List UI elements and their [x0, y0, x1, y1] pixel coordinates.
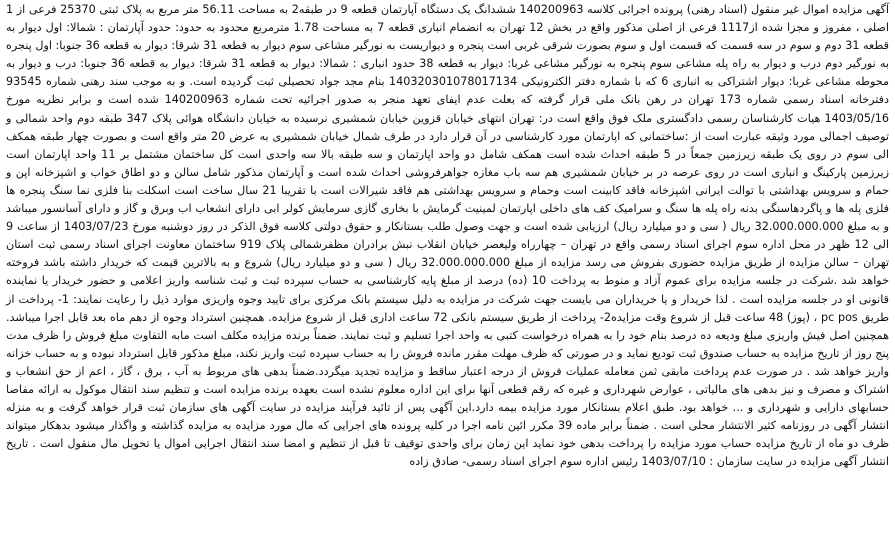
- publish-date: 1403/07/10: [641, 455, 706, 469]
- notice-body: آگهی مزایده اموال غیر منقول (اسناد رهنی) پرونده اجرائی کلاسه 140200963 ششدانگ یک دستگاه آپارتمان قطعه 9 در طبقه2 به مساحت 56.11 متر مربع به پلاک ثبتی 25370 فرعی از 1 اصلی ، مفروز و مجزا شده از1117 فرعی از اصلی مذکور واقع در بخش 12 تهران به انضمام انباری قطعه 7 به مساحت 1.78 مترمربع محدود به حدود: حدود آپارتمان : شمالا: اول دیوار به قطعه 31 دوم و سوم در سه قسمت که قسمت اول و سوم بصورت شرقی غربی است پنجره و دیواریست به نورگیر مشاعی سوم دیوار به قطعه 31 شرقا: دیوار به قطعه 36 جنوبا: اول پنجره به نورگیر دوم درب و دیوار به راه پله مشاعی سوم پنجره به نورگیر مشاعی غربا: دیوار به قطعه 38 حدود انباری : شمالا: دیوار به قطعه 31 شرقا: دیوار به قطعه 36 جنوبا: درب و دیوار به محوطه مشاعی غربا: دیوار اشتراکی به انباری 6 که با شماره دفتر الکترونیکی 140320301078017134 بنام مجد جواد تحصیلی ثبت گردیده است. و به موجب سند رهنی شماره 93545 دفترخانه اسناد رسمی شماره 173 تهران در رهن بانک ملی قرار گرفته که بعلت عدم ایفای تعهد منجر به صدور اجرائیه تحت شماره 140200963 شده است و برابر نظریه مورخ 1403/05/16 هیات کارشناسان رسمی دادگستری ملک فوق واقع است در: تهران انتهای خیابان قزوین خیابان شمشیری نرسیده به خیابان دانشگاه هوائی پلاک 347 طبقه دوم واحد شمالی و توصیف اجمالی مورد وثیقه عبارت است از :ساختمانی که اپارتمان مورد کارشناسی در آن قرار دارد در طرف شمال خیابان شمشیری به عرض 20 متر واقع است و بصورت چهار طبقه همکف الی سوم در روی یک طبقه زیرزمین جمعاً در 5 طبقه احداث شده است همکف شامل دو واحد اپارتمان و سه طبقه بالا سه واحدی است کل ساختمان مشتمل بر 11 واحد اپارتمان است زیرزمین پارکینگ و انباری است در روی عرصه در بر خیابان شمشیری هم سه باب مغازه جواهرفروشی احداث شده است و آپارتمان مذکور شامل سالن و دو اطاق خواب و اشپزخانه اپن و حمام و سرویس بهداشتی با توالت ایرانی اشپزخانه فاقد کابینت است وحمام و سرویس بهداشتی هم فاقد شیرالات است با تقریبا 21 سال ساخت است اسکلت بنا فلزی نما سنگ پنجره ها فلزی پله ها و پاگردهاسنگی بدنه راه پله ها سنگ و سرامیک کف های داخلی اپارتمان لمینیت گرمایش با بخاری گازی سرمایش کولر ابی دارای انشعاب اب وبرق و گاز و دارای آسانسور میباشد و به مبلغ 32.000.000.000 ریال ( سی و دو میلیارد ریال) ارزیابی شده است و جهت وصول طلب بستانکار و حقوق دولتی کلاسه فوق الذکر در روز دوشنبه مورخ 1403/07/23 از ساعت 9 الی 12 ظهر در محل اداره سوم اجرای اسناد رسمی واقع در تهران – چهارراه ولیعصر خیابان انقلاب نبش برادران مظفرشمالی پلاک 919 ساختمان معاونت اجرای اسناد رسمی ثبت استان تهران – سالن مزایده از طریق مزایده حضوری بفروش می رسد مزایده از مبلغ 32.000.000.000 ریال ( سی و دو میلیارد ریال) شروع و به بالاترین قیمت که خریدار داشته باشد فروخته خواهد شد .شرکت در جلسه مزایده برای عموم آزاد و منوط به پرداخت 10 (ده) درصد از مبلغ پایه کارشناسی به حساب سپرده ثبت و ثبت شناسه واریز اعلامی و حضور خریدار یا نماینده قانونی او در جلسه مزایده است . لذا خریدار و یا خریداران می بایست جهت شرکت در مزایده به دلیل سیستم بانک مرکزی برای تایید وجوه واریزی موارد ذیل را رعایت نمایند: 1- پرداخت از طریق pc pos ، (پوز) 48 ساعت قبل از شروع وقت مزایده2- پرداخت از طریق سیستم بانکی 72 ساعت اداری قبل از شروع مزایده. همچنین استرداد وجوه از دهم ماه بعد قابل اجرا میباشد. همچنین اصل فیش واریزی مبلغ ودیعه ده درصد بنام خود را به همراه درخواست کتبی به واحد اجرا تسلیم و ثبت نمایند. ضمناً برنده مزایده مکلف است مابه التفاوت مبلغ فروش را ظرف مدت پنج روز از تاریخ مزایده به حساب صندوق ثبت تودیع نماید و در صورتی که ظرف مهلت مقرر مانده فروش را به حساب سپرده ثبت واریز نکند، مبلغ مذکور قابل استرداد نبوده و به حساب خزانه واریز خواهد شد . در صورت عدم پرداخت مابقی ثمن معامله عملیات فروش از درجه اعتبار ساقط و مزایده تجدید میگردد.ضمناً بدهی های مربوط به آب ، برق ، گاز ، اعم از حق انشعاب و اشتراک و مصرف و نیز بدهی های مالیاتی ، عوارض شهرداری و غیره که رقم قطعی آنها برای این اداره معلوم نشده است بعهده برنده مزایده است و تنظیم سند انتقال موکول به ارائه مفاصا حسابهای دارایی و شهرداری و ... خواهد بود. طبق اعلام بستانکار مورد مزایده بیمه دارد.این آگهی پس از تائید فرآیند مزایده در سایت آگهی های سازمان ثبت قرار خواهد گرفت و به منزله انتشار آگهی در روزنامه کثیر الانتشار محلی است . ضمناً برابر ماده 39 مکرر ائین نامه اجرا در کلیه پرونده های اجرایی که مال مورد مزایده به مزایده گذاشته و واگذار میشود بدهکار میتواند ظرف دو ماه از تاریخ مزایده حساب مورد مزایده را پرداخت بدهی خود نماید این زمان برای واحدی توقیف تا قبل از تنظیم و امضا سند انتقال اجرایی اموال یا تحویل مال منقول است . تاریخ انتشار آگهی مزایده در سایت سازمان :: [6, 3, 890, 469]
- notice-paragraph: [6, 1, 889, 471]
- notice-signature: رئیس اداره سوم اجرای اسناد رسمی- صادق زاده: [409, 455, 638, 469]
